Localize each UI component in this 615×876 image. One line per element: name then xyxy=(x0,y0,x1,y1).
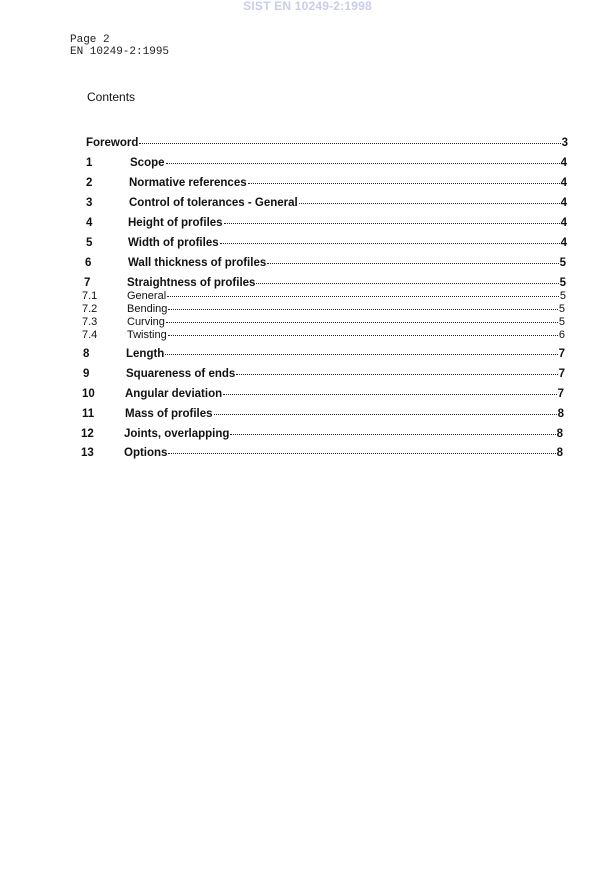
toc-entry-foreword[interactable] xyxy=(86,137,568,149)
contents-heading: Contents xyxy=(87,90,136,104)
toc-entry-title: Scope xyxy=(130,157,165,169)
leader-dots xyxy=(165,354,557,355)
toc-entry-5[interactable] xyxy=(86,237,567,249)
page-number: Page 2 xyxy=(70,34,110,46)
toc-entry-title: Curving xyxy=(127,316,165,328)
leader-dots xyxy=(168,453,555,454)
toc-entry-11[interactable] xyxy=(82,408,564,420)
leader-dots xyxy=(139,143,560,144)
toc-entry-number: 9 xyxy=(83,368,90,380)
toc-entry-page: 5 xyxy=(558,303,565,315)
toc-entry-title: Length xyxy=(126,348,165,360)
toc-entry-page: 5 xyxy=(559,257,566,269)
toc-entry-page: 4 xyxy=(560,197,567,209)
toc-entry-10[interactable] xyxy=(82,388,564,400)
toc-entry-title: Foreword xyxy=(86,137,139,149)
toc-entry-page: 4 xyxy=(560,157,567,169)
toc-entry-page: 7 xyxy=(558,368,565,380)
leader-dots xyxy=(224,223,560,224)
toc-entry-title: Width of profiles xyxy=(128,237,219,249)
toc-entry-page: 4 xyxy=(560,237,567,249)
toc-entry-number: 5 xyxy=(86,237,93,249)
leader-dots xyxy=(267,263,558,264)
toc-entry-number: 11 xyxy=(82,408,95,420)
toc-entry-page: 5 xyxy=(559,290,566,302)
toc-entry-page: 7 xyxy=(558,348,565,360)
toc-entry-title: Angular deviation xyxy=(125,388,223,400)
toc-entry-page: 6 xyxy=(558,329,565,341)
toc-entry-page: 8 xyxy=(557,408,564,420)
toc-entry-number: 7.4 xyxy=(82,329,98,341)
toc-entry-number: 7.2 xyxy=(82,303,98,315)
toc-entry-number: 1 xyxy=(86,157,93,169)
toc-entry-number: 8 xyxy=(83,348,90,360)
toc-entry-6[interactable] xyxy=(85,257,566,269)
toc-entry-9[interactable] xyxy=(83,368,565,380)
toc-entry-number: 6 xyxy=(85,257,92,269)
toc-entry-page: 4 xyxy=(560,217,567,229)
toc-entry-title: Squareness of ends xyxy=(126,368,236,380)
toc-entry-title: Straightness of profiles xyxy=(127,277,256,289)
leader-dots xyxy=(168,309,558,310)
toc-entry-number: 7.3 xyxy=(82,316,98,328)
leader-dots xyxy=(248,183,560,184)
toc-entry-number: 12 xyxy=(81,428,94,440)
toc-entry-number: 3 xyxy=(86,197,93,209)
leader-dots xyxy=(214,414,557,415)
toc-entry-number: 7.1 xyxy=(82,290,98,302)
toc-entry-page: 8 xyxy=(556,447,563,459)
toc-entry-7[interactable] xyxy=(84,277,566,289)
toc-entry-title: Mass of profiles xyxy=(125,408,213,420)
toc-entry-number: 10 xyxy=(82,388,95,400)
watermark: SIST EN 10249-2:1998 xyxy=(243,0,372,13)
toc-entry-title: Control of tolerances - General xyxy=(129,197,298,209)
toc-entry-8[interactable] xyxy=(83,348,565,360)
toc-entry-number: 2 xyxy=(86,177,93,189)
toc-entry-title: Height of profiles xyxy=(128,217,223,229)
toc-entry-number: 4 xyxy=(86,217,93,229)
toc-entry-12[interactable] xyxy=(81,428,563,440)
leader-dots xyxy=(168,335,558,336)
toc-entry-title: Options xyxy=(124,447,168,459)
leader-dots xyxy=(166,163,560,164)
toc-entry-4[interactable] xyxy=(86,217,567,229)
toc-entry-3[interactable] xyxy=(86,197,567,209)
toc-entry-page: 8 xyxy=(556,428,563,440)
toc-entry-number: 7 xyxy=(84,277,91,289)
toc-entry-title: Wall thickness of profiles xyxy=(128,257,267,269)
toc-entry-title: Joints, overlapping xyxy=(124,428,230,440)
toc-entry-page: 5 xyxy=(559,277,566,289)
toc-entry-7-4[interactable] xyxy=(82,329,565,341)
toc-entry-1[interactable] xyxy=(86,157,567,169)
leader-dots xyxy=(236,374,557,375)
leader-dots xyxy=(230,434,555,435)
leader-dots xyxy=(299,203,560,204)
toc-entry-title: Twisting xyxy=(127,329,167,341)
leader-dots xyxy=(166,322,558,323)
toc-entry-7-1[interactable] xyxy=(82,290,566,302)
toc-entry-7-2[interactable] xyxy=(82,303,565,315)
toc-entry-7-3[interactable] xyxy=(82,316,565,328)
toc-entry-title: Bending xyxy=(127,303,168,315)
leader-dots xyxy=(167,296,559,297)
toc-entry-2[interactable] xyxy=(86,177,567,189)
leader-dots xyxy=(220,243,560,244)
leader-dots xyxy=(223,394,556,395)
toc-entry-page: 3 xyxy=(561,137,568,149)
toc-entry-title: General xyxy=(127,290,167,302)
leader-dots xyxy=(256,283,558,284)
toc-entry-13[interactable] xyxy=(81,447,563,459)
document-id: EN 10249-2:1995 xyxy=(70,46,170,58)
toc-entry-page: 5 xyxy=(558,316,565,328)
toc-entry-number: 13 xyxy=(81,447,94,459)
toc-entry-page: 7 xyxy=(557,388,564,400)
toc-entry-page: 4 xyxy=(560,177,567,189)
toc-entry-title: Normative references xyxy=(129,177,247,189)
